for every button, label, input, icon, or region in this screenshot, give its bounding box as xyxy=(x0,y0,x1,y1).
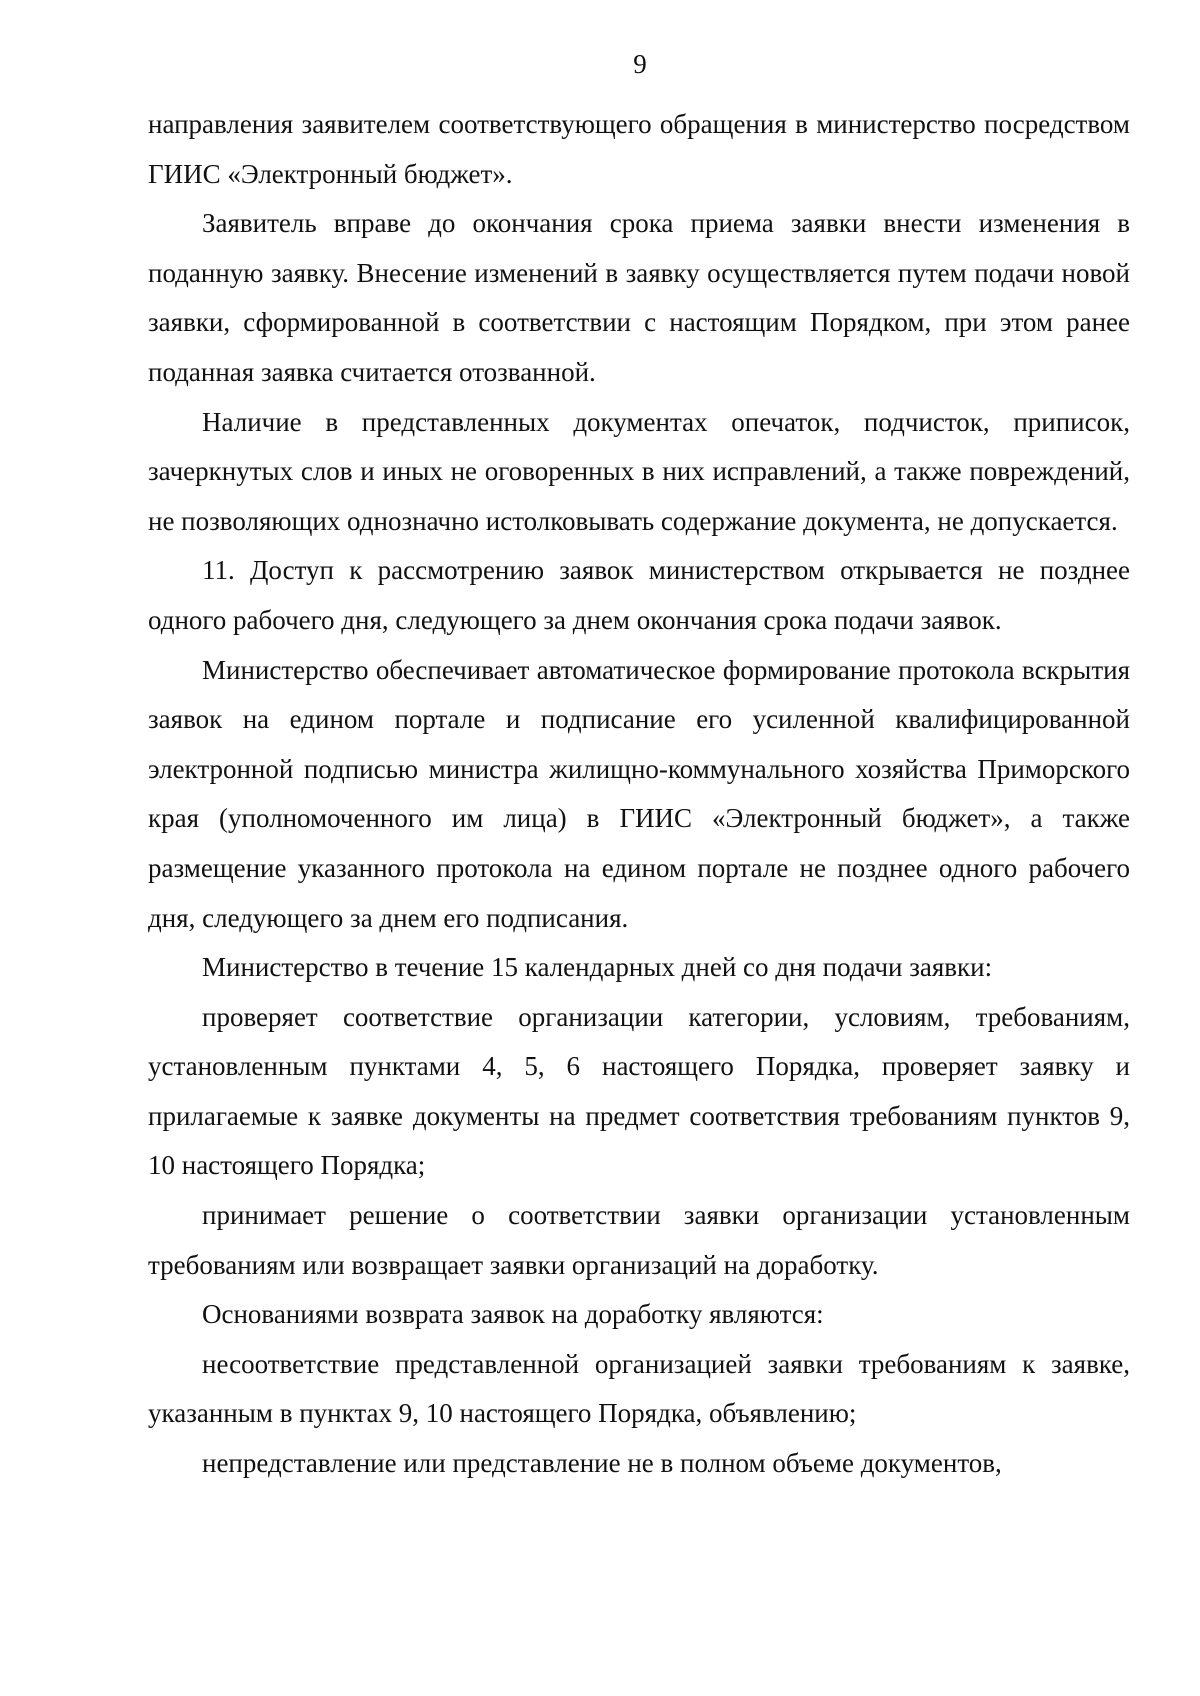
paragraph-review-period: Министерство в течение 15 календарных дней со дня подачи заявки: xyxy=(202,952,993,983)
paragraph-decision: принимает решение о соответствии заявки организации установленным требованиям или возвращает заявки организаций на доработку. xyxy=(148,1200,1130,1280)
paragraph-right-to-change: Заявитель вправе до окончания срока приема заявки внести изменения в поданную заявку. Внесение изменений в заявку осуществляется путем подачи новой заявки, сформированной в соответствии с настоящим Порядком, при этом ранее поданная заявка считается отозванной. xyxy=(148,208,1130,387)
paragraph-ground-mismatch: несоответствие представленной организацией заявки требованиям к заявке, указанным в пунктах 9, 10 настоящего Порядка, объявлению; xyxy=(148,1348,1130,1429)
paragraph-clause-11: 11. Доступ к рассмотрению заявок министерством открывается не позднее одного рабочего дня, следующего за днем окончания срока подачи заявок. xyxy=(148,555,1130,635)
paragraph-continuation: направления заявителем соответствующего обращения в министерство посредством ГИИС «Электронный бюджет». xyxy=(148,109,1130,189)
paragraph-protocol: Министерство обеспечивает автоматическое формирование протокола вскрытия заявок на едином портале и подписание его усиленной квалифицированной электронной подписью министра жилищно-коммунального хозяйства Приморского края (уполномоченного им лица) в ГИИС «Электронный бюджет», а также размещение указанного протокола на едином портале не позднее одного рабочего дня, следующего за днем его подписания. xyxy=(148,654,1130,933)
paragraph-ground-incomplete: непредставление или представление не в полном объеме документов, xyxy=(202,1448,1002,1479)
page-number: 9 xyxy=(633,49,647,79)
paragraph-return-grounds: Основаниями возврата заявок на доработку являются: xyxy=(202,1299,824,1330)
paragraph-no-corrections: Наличие в представленных документах опечаток, подчисток, приписок, зачеркнутых слов и иных не оговоренных в них исправлений, а также повреждений, не позволяющих однозначно истолковывать содержание документа, не допускается. xyxy=(148,406,1130,536)
document-body xyxy=(148,100,1130,1489)
paragraph-checks: проверяет соответствие организации категории, условиям, требованиям, установленным пунктами 4, 5, 6 настоящего Порядка, проверяет заявку и прилагаемые к заявке документы на предмет соответствия требованиям пунктов 9, 10 настоящего Порядка; xyxy=(148,1001,1130,1181)
